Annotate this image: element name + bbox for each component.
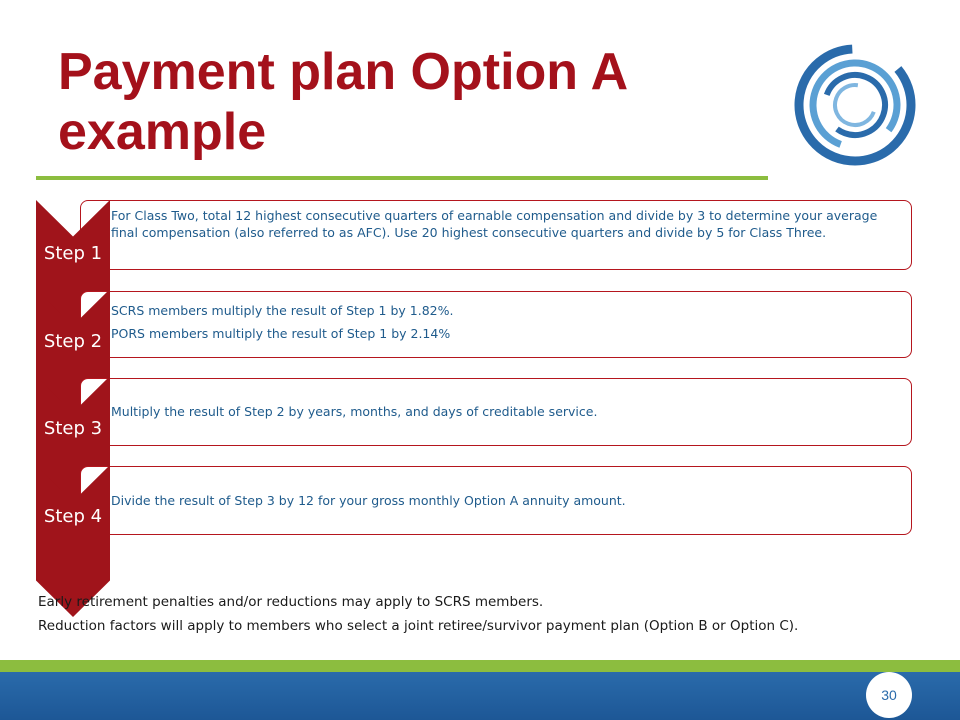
step-2-bullet: • SCRS members multiply the result of Step 1 by 1.82%. xyxy=(111,303,897,320)
step-4-label: Step 4 xyxy=(43,506,103,527)
step-2-bullet: • PORS members multiply the result of Step 1 by 2.14% xyxy=(111,326,897,343)
title-divider xyxy=(36,176,768,180)
step-1-bullet: • For Class Two, total 12 highest consecutive quarters of earnable compensation and divide by 3 to determine your average final compensation (also referred to as AFC). Use 20 highest consecutive quarters and divide by 5 for Class Three. xyxy=(111,208,897,241)
footer-green-bar xyxy=(0,660,960,672)
footer-blue-bar xyxy=(0,672,960,720)
step-2-label: Step 2 xyxy=(43,331,103,352)
swirl-logo-icon xyxy=(790,40,920,170)
step-1-label: Step 1 xyxy=(43,243,103,264)
step-3-bullet: • Multiply the result of Step 2 by years, months, and days of creditable service. xyxy=(111,404,897,421)
step-3-box xyxy=(80,378,912,446)
page-number: 30 xyxy=(866,672,912,718)
step-2-box xyxy=(80,291,912,358)
page-title: Payment plan Option A example xyxy=(58,43,627,161)
step-1-box xyxy=(80,200,912,270)
step-4-box xyxy=(80,466,912,535)
footnote-reduction-factors: Reduction factors will apply to members who select a joint retiree/survivor payment plan (Option B or Option C). xyxy=(38,618,799,634)
step-4-bullet: • Divide the result of Step 3 by 12 for your gross monthly Option A annuity amount. xyxy=(111,493,897,510)
footnote-early-retirement: Early retirement penalties and/or reductions may apply to SCRS members. xyxy=(38,594,544,610)
step-3-label: Step 3 xyxy=(43,418,103,439)
